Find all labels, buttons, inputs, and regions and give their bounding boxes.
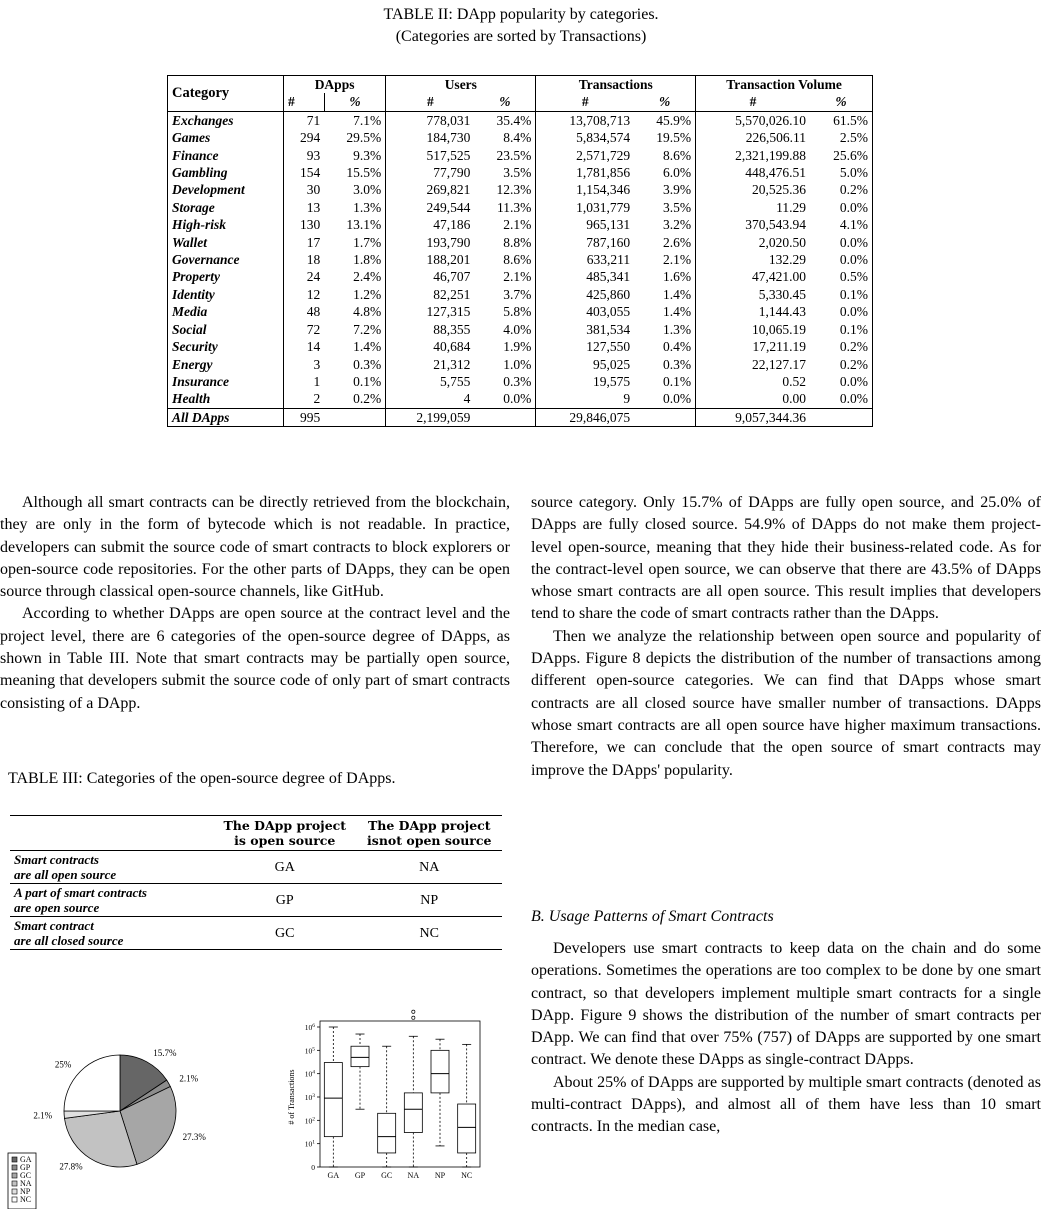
x-tick-label-gc: GC: [381, 1171, 393, 1180]
cell-dn: 154: [299, 165, 321, 181]
cell-tp: 3.9%: [634, 181, 696, 198]
pie-chart: [0, 1000, 240, 1209]
cell-un: 21,312: [433, 356, 471, 372]
table3-row: Smart contract are all closed source GC NC: [10, 917, 502, 950]
section-heading: B. Usage Patterns of Smart Contracts: [531, 908, 774, 925]
cell-un: 184,730: [426, 130, 471, 146]
cell-vn: 2,020.50: [758, 234, 806, 250]
x-tick-label-ga: GA: [327, 1171, 340, 1180]
right-paragraph-4: About 25% of DApps are supported by multiple smart contracts (denoted as multi-contract DApps), and almost all of them have less than 10 smart contracts. In the median case,: [531, 1073, 1041, 1136]
sub-count: #: [426, 94, 434, 110]
table-row: [168, 216, 873, 233]
box-ga: [324, 1027, 342, 1167]
left-paragraph-1: Although all smart contracts can be directly retrieved from the blockchain, they are only in the form of bytecode which is not readable. In practice, developers can submit the source code of smart contracts to block explorers or open-source code repositories. For the other parts of DApps, they can be open source through classical open-source channels, like GitHub.: [0, 494, 510, 601]
box-na: [404, 1010, 422, 1167]
cell-dn: 93: [306, 147, 321, 163]
box-np: [431, 1039, 449, 1146]
cell-tn: 381,534: [586, 321, 631, 337]
table-row: [168, 390, 873, 408]
cell-vp: 2.5%: [810, 129, 873, 146]
cell-tp: 0.0%: [634, 390, 696, 408]
table-row: [168, 303, 873, 320]
cell-cat: Gambling: [168, 164, 284, 181]
cell-up: 2.1%: [474, 268, 536, 285]
table2: [167, 75, 873, 427]
cell-up: 2.1%: [474, 216, 536, 233]
sub-pct: %: [324, 93, 386, 111]
table-row: [168, 338, 873, 355]
cell-up: 11.3%: [474, 199, 536, 216]
cell-dn: 13: [306, 199, 321, 215]
cell-dn: 3: [313, 356, 321, 372]
cell-dn: 71: [283, 111, 324, 129]
cell-un: 2,199,059: [386, 408, 475, 426]
cell-up: 0.3%: [474, 373, 536, 390]
cell-dn: 14: [306, 339, 321, 355]
table-row: [168, 251, 873, 268]
cell-dp: 1.3%: [324, 199, 386, 216]
table-row: [168, 356, 873, 373]
legend-swatch-gp: [12, 1165, 17, 1170]
cell-vp: 0.0%: [810, 390, 873, 408]
cell-vp: 0.0%: [810, 303, 873, 320]
cell-dp: 13.1%: [324, 216, 386, 233]
cell-cat: Governance: [168, 251, 284, 268]
cell-tp: 1.6%: [634, 268, 696, 285]
right-text-top: [531, 492, 1041, 782]
cell-tp: 2.6%: [634, 234, 696, 251]
pie-label-nc: 25%: [54, 1059, 72, 1070]
y-tick-label: $10^3$: [304, 1093, 315, 1102]
legend-label-nc: NC: [20, 1195, 32, 1204]
cell-vp: 0.1%: [810, 321, 873, 338]
cell-un: 47,186: [433, 217, 471, 233]
cell-vp: 0.0%: [810, 251, 873, 268]
sub-count: #: [749, 94, 757, 110]
cell-vp: 0.1%: [810, 286, 873, 303]
table-row: [168, 199, 873, 216]
cell-cat: Security: [168, 338, 284, 355]
group-users: Users: [386, 76, 536, 94]
cell-tp: 1.4%: [634, 303, 696, 320]
cell-tp: 45.9%: [634, 111, 696, 129]
cell-up: 4.0%: [474, 321, 536, 338]
cell-vn: 5,330.45: [758, 286, 806, 302]
cell-cat: Wallet: [168, 234, 284, 251]
legend-swatch-np: [12, 1189, 17, 1194]
x-tick-label-na: NA: [407, 1171, 420, 1180]
cell-vp: 0.2%: [810, 338, 873, 355]
cell-tn: 9: [623, 391, 631, 407]
cell-tn: 1,031,779: [576, 199, 631, 215]
pie-label-gp: 2.1%: [179, 1073, 199, 1084]
cell-dn: 130: [299, 217, 321, 233]
cell-vp: 5.0%: [810, 164, 873, 181]
pie-slice-nc: [64, 1055, 120, 1111]
cell-dp: [324, 408, 386, 426]
cell-vp: 0.2%: [810, 356, 873, 373]
cell-vn: 22,127.17: [751, 356, 806, 372]
cell-un: 82,251: [433, 286, 471, 302]
cell-tp: 1.3%: [634, 321, 696, 338]
cell-tn: 425,860: [586, 286, 631, 302]
cell-up: 12.3%: [474, 181, 536, 198]
box-plot-frame: [320, 1021, 480, 1167]
cell-vn: 10,065.19: [751, 321, 806, 337]
cell-tp: 19.5%: [634, 129, 696, 146]
cell-vp: 61.5%: [810, 111, 873, 129]
cell-tn: 485,341: [586, 269, 631, 285]
cell-tn: 1,154,346: [576, 182, 631, 198]
cell-up: 8.4%: [474, 129, 536, 146]
table-row: [168, 111, 873, 129]
cell-vn: 2,321,199.88: [735, 147, 806, 163]
table-row: [168, 164, 873, 181]
sub-pct: %: [634, 93, 696, 111]
table-row: [168, 129, 873, 146]
cell-un: 517,525: [426, 147, 471, 163]
cell-dp: 0.3%: [324, 356, 386, 373]
table-row: [168, 147, 873, 164]
cell-tp: 0.4%: [634, 338, 696, 355]
cell-cat: Media: [168, 303, 284, 320]
table-row: [168, 234, 873, 251]
cell-dp: 29.5%: [324, 129, 386, 146]
group-transactions: Transactions: [536, 76, 696, 94]
table3: [10, 815, 502, 950]
cell-up: 5.8%: [474, 303, 536, 320]
cell-vn: 1,144.43: [758, 304, 806, 320]
y-axis-label: # of Transactions: [287, 1069, 296, 1125]
cell-cat: Identity: [168, 286, 284, 303]
cell-cat: High-risk: [168, 216, 284, 233]
x-tick-label-gp: GP: [354, 1171, 366, 1180]
table-row: [168, 321, 873, 338]
cell-up: 3.7%: [474, 286, 536, 303]
cell-un: 40,684: [433, 339, 471, 355]
sub-count: #: [283, 93, 324, 111]
legend-label-np: NP: [20, 1187, 31, 1196]
cell-dp: 7.2%: [324, 321, 386, 338]
table-row: [168, 373, 873, 390]
cell-up: 1.0%: [474, 356, 536, 373]
cell-dp: 3.0%: [324, 181, 386, 198]
cell-dp: 2.4%: [324, 268, 386, 285]
cell-tp: 2.1%: [634, 251, 696, 268]
cell-up: 3.5%: [474, 164, 536, 181]
cell-cat: Exchanges: [168, 111, 284, 129]
cell-up: 35.4%: [474, 111, 536, 129]
cell-tn: 2,571,729: [576, 147, 631, 163]
pie-label-gc: 27.3%: [182, 1132, 206, 1143]
cell-vn: 0.52: [782, 373, 806, 389]
cell-dn: 2: [313, 391, 321, 407]
cell-tp: 0.3%: [634, 356, 696, 373]
cell-dn: 12: [306, 286, 321, 302]
cell-un: 88,355: [433, 321, 471, 337]
table3-row: Smart contracts are all open source GA NA: [10, 851, 502, 884]
cell-tn: 127,550: [586, 339, 631, 355]
table2-caption-line1: TABLE II: DApp popularity by categories.: [383, 6, 659, 23]
right-paragraph-3: Developers use smart contracts to keep data on the chain and do some operations. Sometimes the operations are too complex to be done by one smart contract, so that developers implement multiple smart contracts for a single DApp. Figure 9 shows the distribution of the number of smart contracts per DApp. We can find that over 75% (757) of DApps are supported by one smart contract. We denote these DApps as single-contract DApps.: [531, 940, 1041, 1069]
sub-count: #: [581, 94, 589, 110]
cell-dn: 294: [299, 130, 321, 146]
legend-label-na: NA: [20, 1179, 32, 1188]
cell-un: 778,031: [386, 111, 475, 129]
cell-dp: 1.8%: [324, 251, 386, 268]
pie-label-na: 27.8%: [59, 1161, 83, 1172]
legend-label-gp: GP: [20, 1163, 31, 1172]
cell-vp: 0.0%: [810, 373, 873, 390]
cell-un: 193,790: [426, 234, 471, 250]
cell-un: 269,821: [426, 182, 471, 198]
cell-tn: 19,575: [593, 373, 631, 389]
cell-vn: 226,506.11: [745, 130, 806, 146]
cell-tp: 3.5%: [634, 199, 696, 216]
col-category: Category: [168, 76, 284, 112]
cell-cat: Property: [168, 268, 284, 285]
cell-vn: 0.00: [782, 391, 806, 407]
cell-cat: Finance: [168, 147, 284, 164]
left-paragraph-2: According to whether DApps are open source at the contract level and the project level, there are 6 categories of the open-source degree of DApps, as shown in Table III. Note that smart contracts may be partially open source, meaning that developers submit the source code of only part of smart contracts consisting of a DApp.: [0, 605, 510, 712]
box-plot: [280, 1000, 490, 1209]
cell-un: 5,755: [440, 373, 471, 389]
cell-tp: 8.6%: [634, 147, 696, 164]
cell-vn: 132.29: [768, 252, 806, 268]
right-text-bottom: [531, 938, 1041, 1139]
legend-swatch-na: [12, 1181, 17, 1186]
sub-pct: %: [474, 93, 536, 111]
cell-dn: 18: [306, 252, 321, 268]
legend-swatch-nc: [12, 1197, 17, 1202]
box-gc: [378, 1046, 396, 1167]
box-gp: [351, 1034, 369, 1109]
cell-cat: Insurance: [168, 373, 284, 390]
group-dapps: DApps: [283, 76, 385, 94]
cell-dp: 1.2%: [324, 286, 386, 303]
cell-up: [474, 408, 536, 426]
cell-cat: Storage: [168, 199, 284, 216]
y-tick-label: $10^2$: [304, 1116, 315, 1126]
y-tick-label: $10^1$: [304, 1139, 315, 1149]
cell-un: 127,315: [426, 304, 471, 320]
pie-label-np: 2.1%: [33, 1110, 53, 1121]
right-paragraph-1: source category. Only 15.7% of DApps are fully open source, and 25.0% of DApps are fully closed source. 54.9% of DApps do not make them project-level open-source, meaning that they hide their business-related code. As for the contract-level open source, we can observe that there are 43.5% of DApps whose smart contracts are all open source. This result implies that developers tend to share the code of smart contracts rather than the DApps.: [531, 494, 1041, 623]
table-row: [168, 181, 873, 198]
cell-un: 77,790: [433, 165, 471, 181]
cell-up: 23.5%: [474, 147, 536, 164]
cell-dn: 24: [306, 269, 321, 285]
cell-vn: 370,543.94: [745, 217, 806, 233]
legend-swatch-gc: [12, 1173, 17, 1178]
cell-vn: 20,525.36: [751, 182, 806, 198]
cell-dp: 1.4%: [324, 338, 386, 355]
cell-dp: 7.1%: [324, 111, 386, 129]
cell-cat: Development: [168, 181, 284, 198]
cell-vp: 0.2%: [810, 181, 873, 198]
cell-cat: Energy: [168, 356, 284, 373]
cell-vp: 25.6%: [810, 147, 873, 164]
x-tick-label-nc: NC: [461, 1171, 473, 1180]
cell-un: 188,201: [426, 252, 471, 268]
y-tick-label: 0: [311, 1163, 315, 1172]
cell-tn: 5,834,574: [576, 130, 631, 146]
cell-vp: 4.1%: [810, 216, 873, 233]
cell-up: 8.6%: [474, 251, 536, 268]
cell-up: 8.8%: [474, 234, 536, 251]
y-tick-label: $10^4$: [304, 1069, 315, 1079]
cell-vn: 448,476.51: [745, 165, 806, 181]
cell-vn: 9,057,344.36: [696, 408, 810, 426]
cell-cat: Health: [168, 390, 284, 408]
table3-col1: The DApp project is open source: [213, 816, 356, 851]
cell-dn: 17: [306, 234, 321, 250]
sub-pct: %: [810, 93, 873, 111]
right-paragraph-2: Then we analyze the relationship between open source and popularity of DApps. Figure 8 depicts the distribution of the number of transactions among different open-source categories. We can find that DApps whose smart contracts are all closed source have smaller number of transactions. DApps whose smart contracts are all open source have higher maximum transactions. Therefore, we can conclude that the open source of smart contracts may improve the DApps' popularity.: [531, 627, 1041, 779]
y-tick-label: $10^6$: [304, 1023, 315, 1032]
cell-vn: 17,211.19: [752, 339, 806, 355]
cell-tn: 95,025: [593, 356, 631, 372]
pie-label-ga: 15.7%: [153, 1047, 177, 1058]
legend-label-ga: GA: [20, 1155, 32, 1164]
cell-vn: 47,421.00: [751, 269, 806, 285]
cell-tn: 403,055: [586, 304, 631, 320]
cell-dn: 30: [306, 182, 321, 198]
cell-un: 249,544: [426, 199, 471, 215]
cell-tp: 0.1%: [634, 373, 696, 390]
box-nc: [458, 1044, 476, 1167]
cell-un: 4: [463, 391, 471, 407]
table2-caption-line2: (Categories are sorted by Transactions): [395, 28, 647, 45]
cell-vn: 5,570,026.10: [696, 111, 810, 129]
cell-tp: 6.0%: [634, 164, 696, 181]
table-row: [168, 268, 873, 285]
cell-dn: 48: [306, 304, 321, 320]
cell-dp: 9.3%: [324, 147, 386, 164]
cell-dp: 15.5%: [324, 164, 386, 181]
cell-un: 46,707: [433, 269, 471, 285]
cell-tn: 633,211: [586, 252, 631, 268]
table-row: [168, 286, 873, 303]
left-text: [0, 492, 510, 715]
y-tick-label: $10^5$: [304, 1046, 315, 1056]
cell-up: 1.9%: [474, 338, 536, 355]
cell-tn: 29,846,075: [536, 408, 634, 426]
cell-tn: 13,708,713: [536, 111, 634, 129]
cell-vp: 0.0%: [810, 234, 873, 251]
table-row: [168, 408, 873, 426]
table3-col2: The DApp project isnot open source: [356, 816, 502, 851]
cell-dn: 72: [306, 321, 321, 337]
cell-vn: 11.29: [776, 199, 806, 215]
cell-dp: 0.1%: [324, 373, 386, 390]
table3-caption: TABLE III: Categories of the open-source degree of DApps.: [8, 770, 396, 787]
legend-label-gc: GC: [20, 1171, 32, 1180]
cell-tn: 965,131: [586, 217, 631, 233]
cell-up: 0.0%: [474, 390, 536, 408]
x-tick-label-np: NP: [434, 1171, 446, 1180]
cell-tp: 3.2%: [634, 216, 696, 233]
cell-dp: 0.2%: [324, 390, 386, 408]
cell-dp: 4.8%: [324, 303, 386, 320]
cell-vp: [810, 408, 873, 426]
group-volume: Transaction Volume: [696, 76, 873, 94]
table3-row: A part of smart contracts are open source GP NP: [10, 884, 502, 917]
cell-tp: [634, 408, 696, 426]
cell-tn: 787,160: [586, 234, 631, 250]
cell-cat: All DApps: [168, 408, 284, 426]
legend-swatch-ga: [12, 1157, 17, 1162]
cell-dn: 1: [313, 373, 321, 389]
cell-cat: Social: [168, 321, 284, 338]
cell-cat: Games: [168, 129, 284, 146]
cell-vp: 0.0%: [810, 199, 873, 216]
cell-vp: 0.5%: [810, 268, 873, 285]
cell-tn: 1,781,856: [576, 165, 631, 181]
cell-dp: 1.7%: [324, 234, 386, 251]
cell-tp: 1.4%: [634, 286, 696, 303]
cell-dn: 995: [283, 408, 324, 426]
